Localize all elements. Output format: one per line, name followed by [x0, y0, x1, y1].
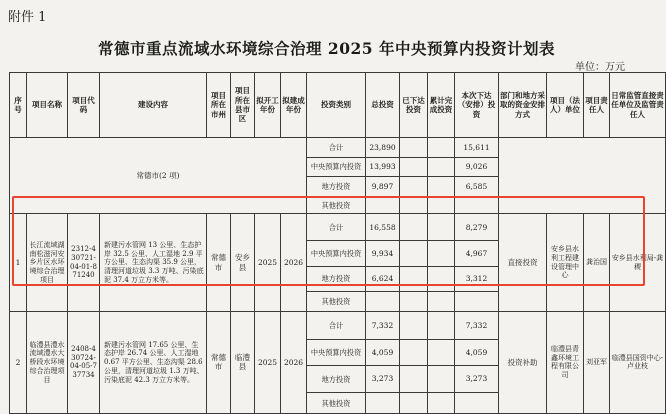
this-batch-value — [455, 292, 499, 312]
project-finish-year: 2026 — [281, 311, 307, 413]
project-unit: 安乡县水利工程建设管理中心 — [547, 214, 584, 311]
this-batch-value: 15,611 — [455, 137, 499, 157]
project-finish-year: 2026 — [281, 214, 307, 311]
cumulative-value — [428, 241, 455, 267]
project-manager: 刘亚军 — [584, 311, 610, 413]
total-value: 23,890 — [366, 137, 400, 157]
project-start-year: 2025 — [255, 214, 281, 311]
project-unit: 临澧县青鑫环境工程有限公司 — [547, 311, 584, 413]
project-name: 临澧县澧水流域澧水大桥段水环境综合治理项目 — [27, 311, 68, 413]
this-batch-value: 4,059 — [455, 339, 499, 366]
col-name: 项目名称 — [27, 73, 68, 138]
total-value: 9,897 — [366, 177, 400, 197]
col-content: 建设内容 — [100, 73, 207, 138]
this-batch-value: 7,332 — [455, 311, 499, 339]
cumulative-value — [428, 157, 455, 177]
cumulative-value — [428, 197, 455, 214]
attachment-label: 附件 1 — [8, 10, 47, 25]
col-county: 项目所在县市区 — [231, 73, 255, 138]
col-start-year: 拟开工年份 — [255, 73, 281, 138]
investment-type: 合计 — [307, 214, 366, 241]
col-this-batch: 本次下达（安排）投资 — [455, 73, 499, 138]
project-name: 长江流域湖南松滋河安乡片区水环境综合治理项目 — [27, 214, 68, 311]
investment-type: 其他投资 — [307, 292, 366, 312]
project-city: 常德市 — [207, 214, 231, 311]
total-value — [366, 393, 400, 414]
investment-type: 合计 — [307, 137, 366, 157]
total-value: 7,332 — [366, 311, 400, 339]
this-batch-value: 3,312 — [455, 266, 499, 292]
investment-type: 地方投资 — [307, 366, 366, 393]
total-value: 16,558 — [366, 214, 400, 241]
this-batch-value: 9,026 — [455, 157, 499, 177]
project-seq: 1 — [10, 214, 27, 311]
investment-plan-table — [9, 72, 666, 414]
this-batch-value: 8,279 — [455, 214, 499, 241]
issued-value — [400, 339, 428, 366]
total-value: 13,993 — [366, 157, 400, 177]
total-value: 3,273 — [366, 366, 400, 393]
this-batch-value: 6,585 — [455, 177, 499, 197]
summary-blank — [499, 137, 666, 214]
total-value: 6,624 — [366, 266, 400, 292]
project-supervisor: 安乡县水利局-龚稷 — [610, 214, 666, 311]
this-batch-value: 4,967 — [455, 241, 499, 267]
cumulative-value — [428, 137, 455, 157]
cumulative-value — [428, 292, 455, 312]
col-seq: 序号 — [10, 73, 27, 138]
table-row — [10, 214, 666, 241]
col-supervisor: 日常监管直接责任单位及监管责任人 — [610, 73, 666, 138]
col-finish-year: 拟建成年份 — [281, 73, 307, 138]
cumulative-value — [428, 214, 455, 241]
total-value — [366, 197, 400, 214]
total-value: 9,934 — [366, 241, 400, 267]
project-funding-method: 投资补助 — [499, 311, 547, 413]
project-start-year: 2025 — [255, 311, 281, 413]
cumulative-value — [428, 311, 455, 339]
cumulative-value — [428, 266, 455, 292]
issued-value — [400, 266, 428, 292]
table-row — [10, 311, 666, 339]
this-batch-value — [455, 197, 499, 214]
investment-type: 合计 — [307, 311, 366, 339]
investment-type: 中央预算内投资 — [307, 157, 366, 177]
project-city: 常德市 — [207, 311, 231, 413]
investment-type: 中央预算内投资 — [307, 241, 366, 267]
investment-type: 其他投资 — [307, 393, 366, 414]
unit-label: 单位：万元 — [575, 62, 625, 73]
project-code: 2408-430724-04-05-737734 — [68, 311, 100, 413]
col-city: 项目所在市州 — [207, 73, 231, 138]
project-content: 新建污水管网 13 公里、生态护岸 32.5 公里、人工湿地 2.9 平方公里、生态沟渠 35.9 公里，清理河道垃圾 3.3 万吨、污染底泥 37.4 万立方米等。 — [100, 214, 207, 311]
cumulative-value — [428, 177, 455, 197]
investment-type: 中央预算内投资 — [307, 339, 366, 366]
project-seq: 2 — [10, 311, 27, 413]
table-row — [10, 137, 666, 157]
summary-label: 常德市(2 项) — [10, 137, 307, 214]
project-county: 临澧县 — [231, 311, 255, 413]
project-supervisor: 临澧县国资中心-卢业枝 — [610, 311, 666, 413]
issued-value — [400, 311, 428, 339]
issued-value — [400, 241, 428, 267]
col-manager: 项目责任人 — [584, 73, 610, 138]
cumulative-value — [428, 393, 455, 414]
issued-value — [400, 214, 428, 241]
project-funding-method: 直接投资 — [499, 214, 547, 311]
col-cumulative: 累计完成投资 — [428, 73, 455, 138]
issued-value — [400, 177, 428, 197]
investment-type: 其他投资 — [307, 197, 366, 214]
cumulative-value — [428, 366, 455, 393]
col-investment-type: 投资类别 — [307, 73, 366, 138]
col-funding-method: 部门和地方采取的资金安排方式 — [499, 73, 547, 138]
issued-value — [400, 197, 428, 214]
document-title: 常德市重点流域水环境综合治理 2025 年中央预算内投资计划表 — [98, 39, 555, 58]
issued-value — [400, 137, 428, 157]
total-value — [366, 292, 400, 312]
this-batch-value: 3,273 — [455, 366, 499, 393]
header-row — [10, 73, 666, 138]
issued-value — [400, 292, 428, 312]
col-project-unit: 项目（法人）单位 — [547, 73, 584, 138]
issued-value — [400, 366, 428, 393]
project-code: 2312-430721-04-01-871240 — [68, 214, 100, 311]
col-total: 总投资 — [366, 73, 400, 138]
project-manager: 龚治国 — [584, 214, 610, 311]
issued-value — [400, 157, 428, 177]
col-code: 项目代码 — [68, 73, 100, 138]
issued-value — [400, 393, 428, 414]
project-content: 新建污水管网 17.65 公里、生态护岸 26.74 公里、人工湿地 0.67 平方公里、生态沟渠 28.6 公里，清理河道垃圾 1.3 万吨、污染底泥 42.3 万立方米等。 — [100, 311, 207, 413]
col-issued: 已下达投资 — [400, 73, 428, 138]
this-batch-value — [455, 393, 499, 414]
investment-type: 地方投资 — [307, 266, 366, 292]
total-value: 4,059 — [366, 339, 400, 366]
cumulative-value — [428, 339, 455, 366]
project-county: 安乡县 — [231, 214, 255, 311]
investment-type: 地方投资 — [307, 177, 366, 197]
